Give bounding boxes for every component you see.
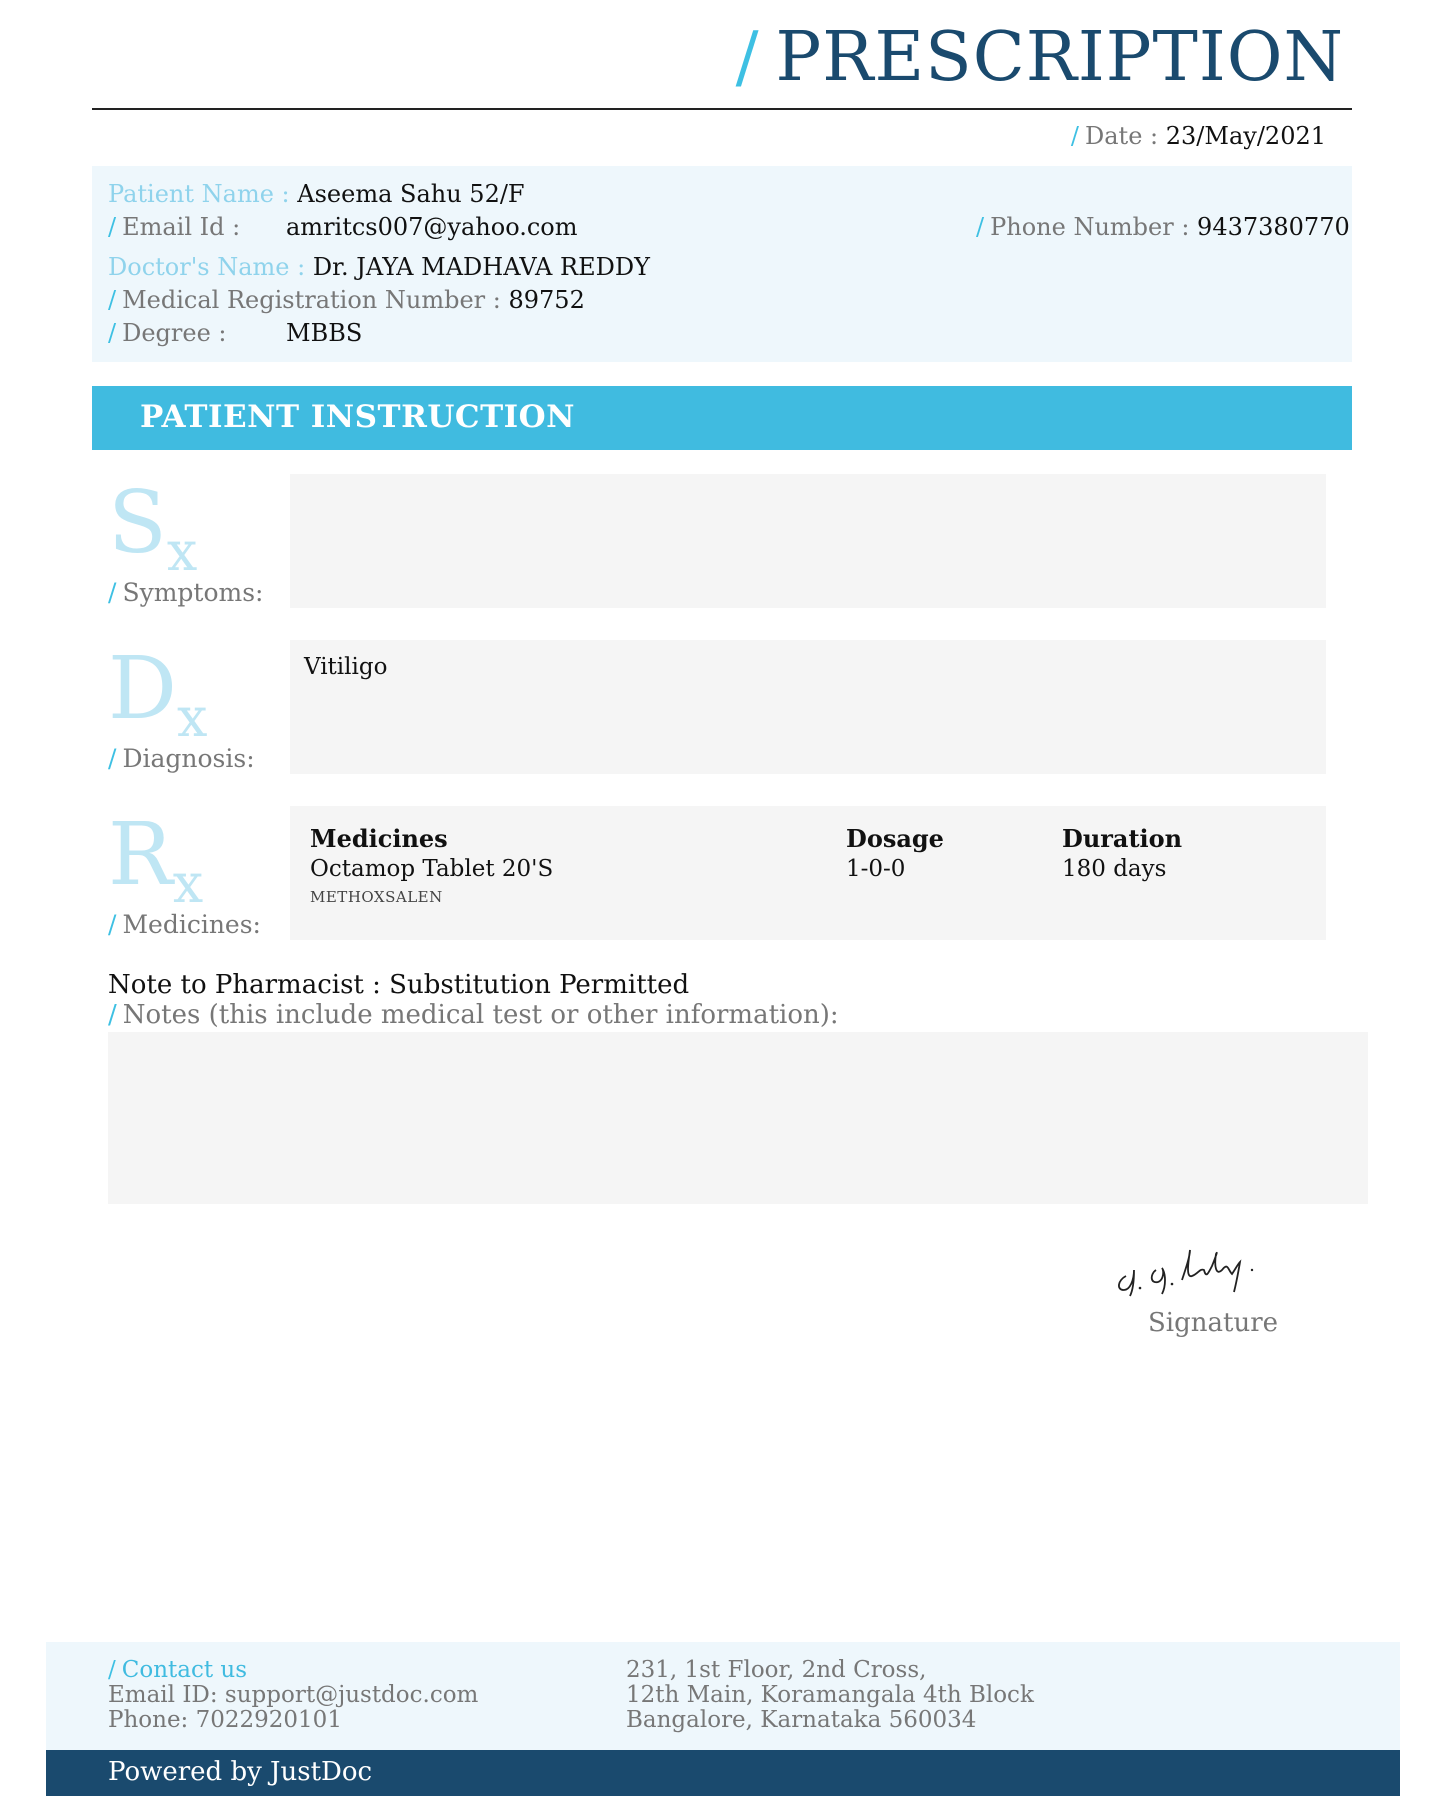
- footer-contact-panel: [46, 1642, 1400, 1750]
- footer-address-line1: 231, 1st Floor, 2nd Cross,: [626, 1657, 927, 1683]
- signature-label: Signature: [1148, 1308, 1279, 1338]
- medicines-label: / Medicines:: [108, 910, 261, 939]
- patient-name-label: Patient Name :: [108, 180, 290, 208]
- contact-heading: / Contact us: [108, 1657, 248, 1683]
- registration-label: Medical Registration Number :: [122, 286, 501, 314]
- footer-address-line2: 12th Main, Koramangala 4th Block: [626, 1682, 1034, 1708]
- signature-image: [1112, 1240, 1272, 1300]
- footer-address-line3: Bangalore, Karnataka 560034: [626, 1707, 977, 1733]
- patient-info-panel: [92, 166, 1352, 362]
- degree-label: Degree :: [122, 319, 227, 347]
- medicines-column-header: Medicines: [310, 824, 448, 853]
- dosage-column-header: Dosage: [846, 824, 944, 853]
- medicines-box: [290, 806, 1326, 940]
- symptoms-box: [290, 474, 1326, 608]
- medicine-dosage: 1-0-0: [846, 856, 906, 882]
- symptoms-label: / Symptoms:: [108, 578, 264, 607]
- medicine-duration: 180 days: [1062, 856, 1167, 882]
- email-value: amritcs007@yahoo.com: [286, 213, 578, 241]
- duration-column-header: Duration: [1062, 824, 1183, 853]
- phone-value: 9437380770: [1197, 213, 1350, 241]
- page-title: [736, 18, 1344, 97]
- symptoms-symbol: Sx: [108, 473, 198, 583]
- diagnosis-label: / Diagnosis:: [108, 744, 255, 773]
- doctor-name-row: [108, 253, 650, 281]
- degree-row: / Degree :: [108, 319, 227, 347]
- date-label: Date :: [1085, 122, 1159, 150]
- page-title-text: PRESCRIPTION: [775, 18, 1344, 97]
- footer-phone: Phone: 7022920101: [108, 1707, 342, 1733]
- phone-label: Phone Number :: [990, 213, 1190, 241]
- header-divider: [92, 108, 1352, 110]
- footer-email: Email ID: support@justdoc.com: [108, 1682, 479, 1708]
- notes-box: [108, 1032, 1368, 1204]
- registration-row: / Medical Registration Number : 89752: [108, 286, 585, 314]
- footer-powered-by-bar: [46, 1750, 1400, 1796]
- powered-by-text: Powered by JustDoc: [108, 1757, 373, 1787]
- diagnosis-text: Vitiligo: [304, 654, 388, 680]
- date-value: 23/May/2021: [1165, 122, 1326, 150]
- degree-value: MBBS: [286, 319, 363, 347]
- patient-name-row: [108, 180, 525, 208]
- medicines-symbol: Rx: [108, 805, 204, 915]
- medicine-name: Octamop Tablet 20'S: [310, 856, 554, 882]
- patient-name-value: Aseema Sahu 52/F: [297, 180, 525, 208]
- patient-instruction-header: [92, 386, 1352, 450]
- doctor-name-label: Doctor's Name :: [108, 253, 306, 281]
- medicine-generic: METHOXSALEN: [310, 888, 443, 906]
- doctor-name-value: Dr. JAYA MADHAVA REDDY: [312, 253, 650, 281]
- registration-value: 89752: [508, 286, 585, 314]
- phone-row: / Phone Number : 9437380770: [976, 213, 1350, 241]
- email-row: / Email Id :: [108, 213, 241, 241]
- email-label: Email Id :: [122, 213, 241, 241]
- title-slash: /: [735, 18, 760, 97]
- date-row: / Date : 23/May/2021: [1070, 122, 1326, 150]
- section-title: PATIENT INSTRUCTION: [140, 399, 575, 435]
- pharmacist-note: Note to Pharmacist : Substitution Permitted: [108, 970, 690, 1000]
- diagnosis-box: [290, 640, 1326, 774]
- diagnosis-symbol: Dx: [108, 639, 208, 749]
- notes-label: / Notes (this include medical test or other information):: [108, 1000, 839, 1030]
